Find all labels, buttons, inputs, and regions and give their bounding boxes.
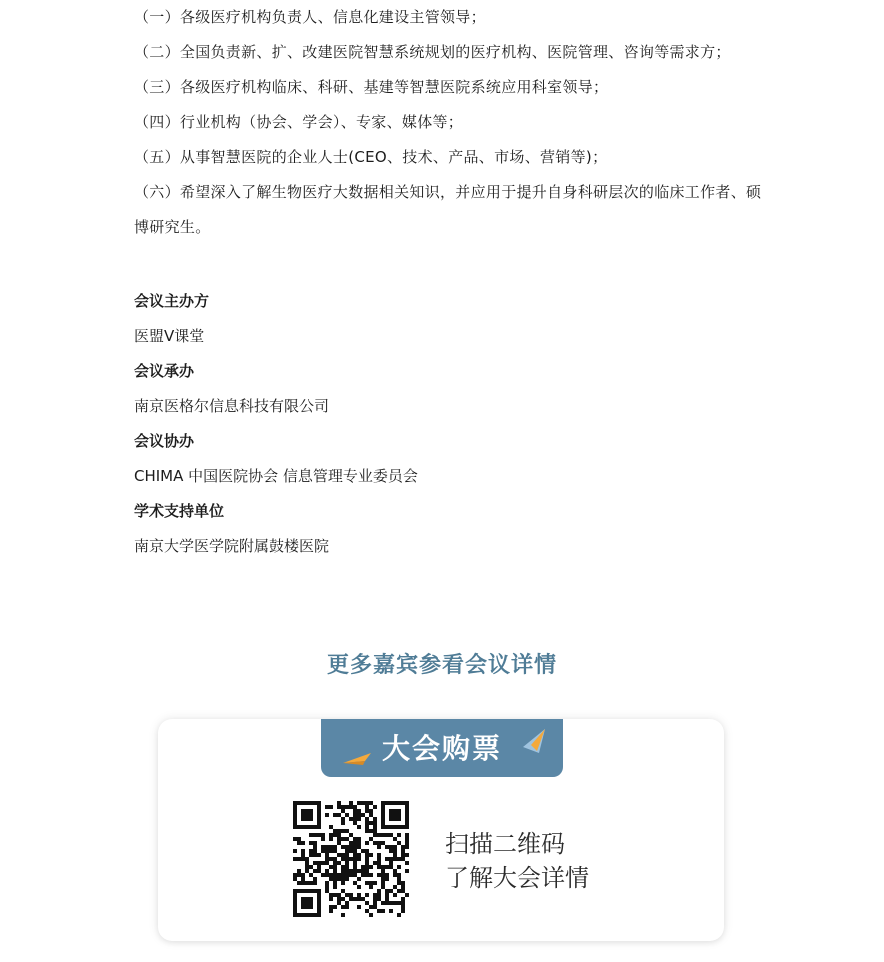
coorganizer-value: CHIMA 中国医院协会 信息管理专业委员会 <box>134 467 418 485</box>
audience-item-3: （三）各级医疗机构临床、科研、基建等智慧医院系统应用科室领导； <box>134 78 609 96</box>
qr-code-icon[interactable] <box>293 801 409 917</box>
audience-item-4: （四）行业机构（协会、学会）、专家、媒体等； <box>134 113 464 131</box>
scan-line-1: 扫描二维码 <box>445 830 565 858</box>
ticket-banner-label: 大会购票 <box>381 732 502 765</box>
organizers-section <box>134 284 418 564</box>
scan-line-2: 了解大会详情 <box>445 864 589 892</box>
undertaker-value: 南京医格尔信息科技有限公司 <box>134 397 330 415</box>
audience-item-5: （五）从事智慧医院的企业人士(CEO、技术、产品、市场、营销等)； <box>134 148 608 166</box>
scan-instructions <box>445 827 589 895</box>
more-guests-title: 更多嘉宾参看会议详情 <box>326 653 557 678</box>
audience-item-1: （一）各级医疗机构负责人、信息化建设主管领导； <box>134 8 486 26</box>
host-heading: 会议主办方 <box>134 292 210 310</box>
coorganizer-heading: 会议协办 <box>134 432 195 450</box>
host-value: 医盟Ⅴ课堂 <box>134 327 205 345</box>
paper-plane-icon <box>521 727 549 761</box>
support-heading: 学术支持单位 <box>134 502 225 520</box>
audience-list <box>134 0 774 245</box>
audience-item-2: （二）全国负责新、扩、改建医院智慧系统规划的医疗机构、医院管理、咨询等需求方； <box>134 43 731 61</box>
ticket-banner[interactable] <box>321 719 563 777</box>
ticket-card <box>158 719 724 941</box>
support-value: 南京大学医学院附属鼓楼医院 <box>134 537 330 555</box>
audience-item-6: （六）希望深入了解生物医疗大数据相关知识，并应用于提升自身科研层次的临床工作者、硕博研究生。 <box>134 183 762 236</box>
undertaker-heading: 会议承办 <box>134 362 195 380</box>
